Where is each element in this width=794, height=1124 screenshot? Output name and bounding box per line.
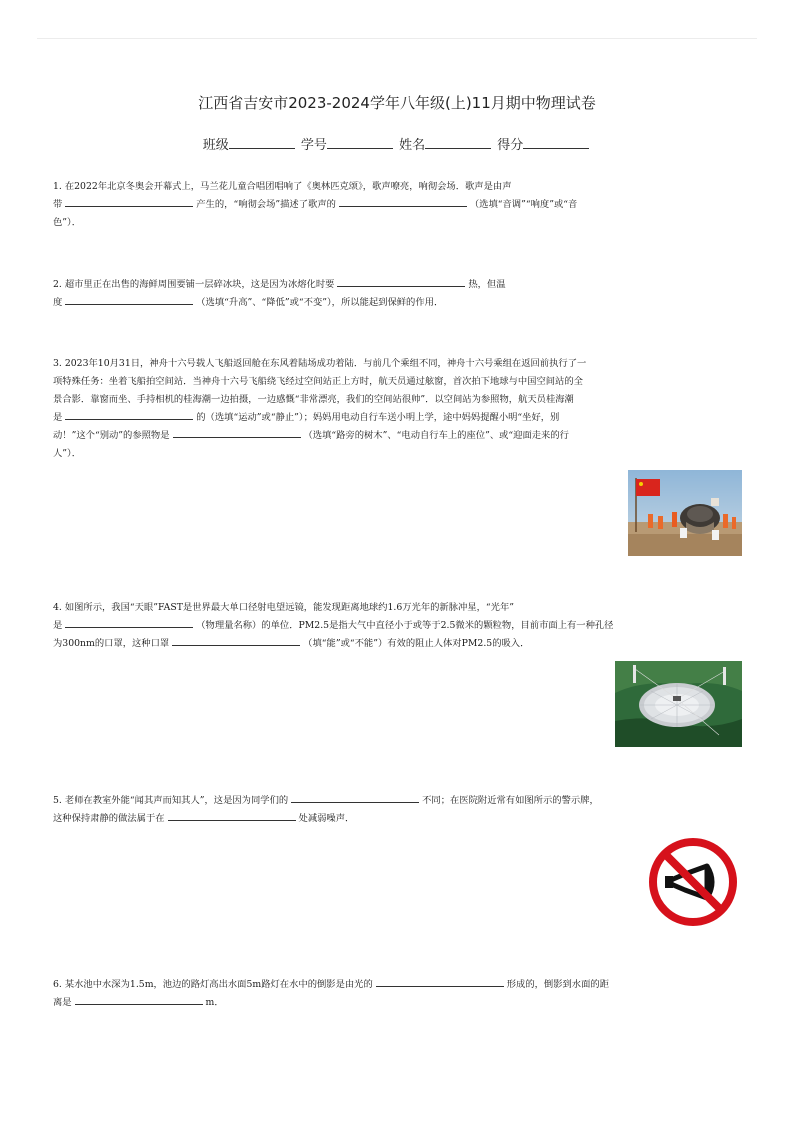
q3-line-6: 人”）． [53,448,81,459]
field-name-blank[interactable] [425,136,491,149]
q3-line-5: 动！”这个“别动”的参照物是 （选填“路旁的树木”、“电动自行车上的座位”、或“迎面走来的行 [53,427,743,445]
q6-answer-blank-1[interactable] [376,976,504,987]
q5-line-2: 这种保持肃静的做法属于在 处减弱噪声． [53,810,743,828]
q4-line-2: 是 （物理量名称）的单位．PM2.5是指大气中直径小于或等于2.5微米的颗粒物，目前市面上有一种孔径 [53,617,743,635]
q6-line-2: 离是 m． [53,994,743,1012]
q5-answer-blank-2[interactable] [168,810,296,821]
q3-answer-blank-1[interactable] [65,409,193,420]
q3-line-2: 项特殊任务：坐着飞船拍空间站．当神舟十六号飞船绕飞经过空间站正上方时，航天员通过舷窗，首次拍下地球与中国空间站的全 [53,376,583,387]
exam-title: 江西省吉安市2023-2024学年八年级(上)11月期中物理试卷 [198,94,596,112]
capsule-landing-image [628,470,742,556]
field-name-label: 姓名 [399,138,426,153]
fast-telescope-image [615,661,742,747]
q3-line-4: 是 的（选填“运动”或“静止”）；妈妈用电动自行车送小明上学，途中妈妈提醒小明“坐好，别 [53,409,743,427]
q4-line-1: 4. 如图所示，我国“天眼”FAST是世界最大单口径射电望远镜，能发现距离地球约1.6万光年的新脉冲星，“光年” [53,602,515,613]
field-number-blank[interactable] [327,136,393,149]
no-horn-sign-icon [645,836,741,928]
q2-answer-blank-1[interactable] [337,276,465,287]
field-number-label: 学号 [300,138,327,153]
no-horn-sign-image [645,836,741,928]
page-top-rule [37,38,757,39]
student-info-row [0,134,794,153]
q3-answer-blank-2[interactable] [173,427,301,438]
q6-line-1: 6. 某水池中水深为1.5m，池边的路灯高出水面5m路灯在水中的倒影是由光的 形成的，倒影到水面的距 [53,976,743,994]
q1-answer-blank-2[interactable] [339,196,467,207]
question-3 [53,355,743,463]
q1-answer-blank-1[interactable] [65,196,193,207]
q1-line-3: 色”）． [53,217,81,228]
field-class-label: 班级 [202,138,229,153]
question-6 [53,976,743,1012]
q2-answer-blank-2[interactable] [65,294,193,305]
field-class-blank[interactable] [229,136,295,149]
q1-line-2: 带 产生的，“响彻会场”描述了歌声的 （选填“音调”“响度”或“音 [53,196,743,214]
field-score-blank[interactable] [523,136,589,149]
q3-line-3: 景合影．靠窗而坐、手持相机的桂海潮一边拍摄，一边感慨“非常漂亮，我们的空间站很帅”．以空间站为参照物，航天员桂海潮 [53,394,574,405]
q4-answer-blank-1[interactable] [65,617,193,628]
question-4 [53,599,743,653]
question-5 [53,792,743,828]
capsule-landing-photo [628,470,742,556]
question-1 [53,178,743,232]
field-score-label: 得分 [497,138,524,153]
q5-line-1: 5. 老师在教室外能“闻其声而知其人”，这是因为同学们的 不同；在医院附近常有如图所示的警示牌， [53,792,743,810]
fast-telescope-photo [615,661,742,747]
q4-answer-blank-2[interactable] [172,635,300,646]
q2-line-2: 度 （选填“升高”、“降低”或“不变”），所以能起到保鲜的作用． [53,294,743,312]
q1-line-1: 1. 在2022年北京冬奥会开幕式上，马兰花儿童合唱团唱响了《奥林匹克颂》，歌声嘹亮，响彻会场．歌声是由声 [53,181,512,192]
q3-line-1: 3. 2023年10月31日，神舟十六号载人飞船返回舱在东风着陆场成功着陆．与前几个乘组不同，神舟十六号乘组在返回前执行了一 [53,358,587,369]
q4-line-3: 为300nm的口罩，这种口罩 （填“能”或“不能”）有效的阻止人体对PM2.5的吸入． [53,635,743,653]
q5-answer-blank-1[interactable] [291,792,419,803]
q2-line-1: 2. 超市里正在出售的海鲜周围要铺一层碎冰块，这是因为冰熔化时要 热，但温 [53,276,743,294]
q6-answer-blank-2[interactable] [75,994,203,1005]
question-2 [53,276,743,312]
